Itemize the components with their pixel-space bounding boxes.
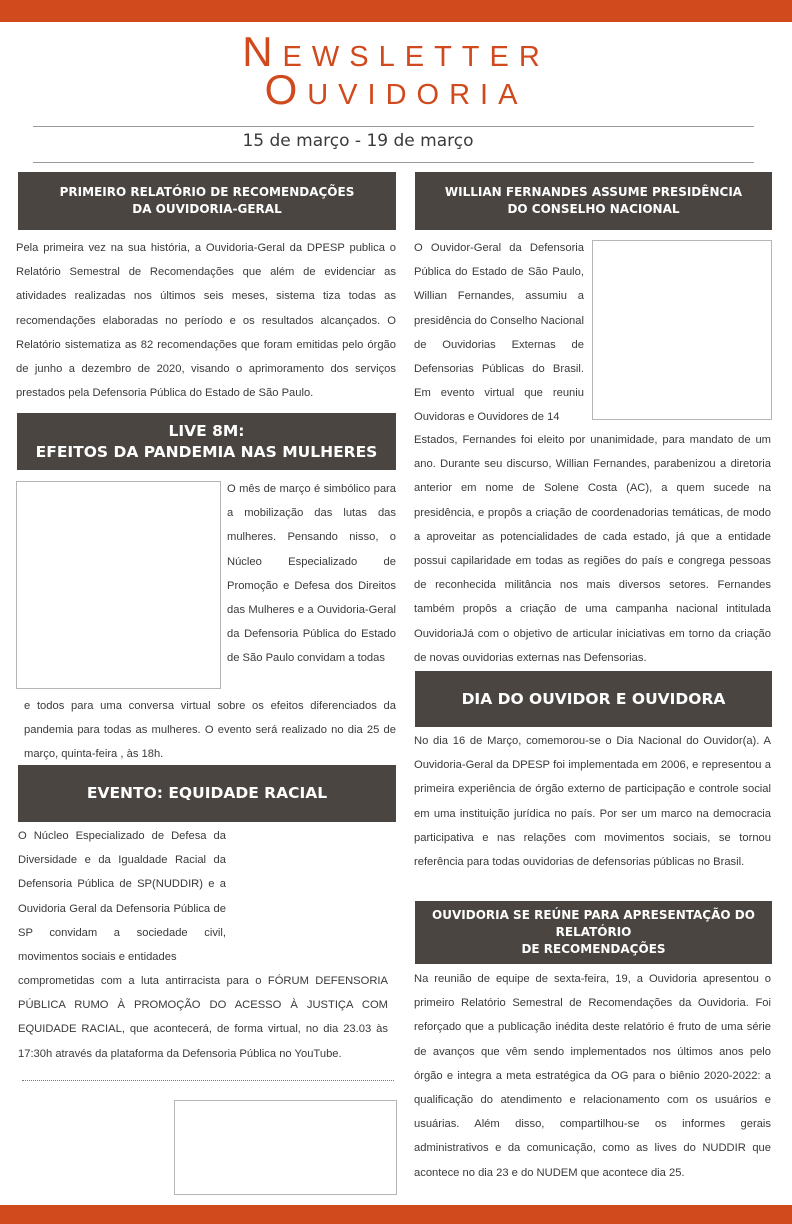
masthead [0, 28, 792, 113]
section-heading-live-8m [17, 413, 396, 470]
bottom-accent-bar [0, 1205, 792, 1224]
divider-bottom [33, 162, 754, 163]
heading-text: PRIMEIRO RELATÓRIO DE RECOMENDAÇÕES DA OUVIDORIA-GERAL [59, 185, 355, 216]
issue-dates: 15 de março - 19 de março [242, 131, 474, 151]
article-dia-do-ouvidor-body: No dia 16 de Março, comemorou-se o Dia Nacional do Ouvidor(a). A Ouvidoria-Geral da DPESP foi implementada em 2006, e representou a primeira experiência de órgão externo de participação e controle social em uma instituição jurídica no país. Por ser um marco na democracia participativa e nas relações com movimentos sociais, se tornou referência para todas ouvidorias de defensorias públicas no Brasil. [414, 735, 771, 869]
section-heading-equidade-racial [18, 765, 396, 822]
divider-top [33, 126, 754, 127]
article-equidade-body-side: O Núcleo Especializado de Defesa da Diversidade e da Igualdade Racial da Defensoria Pública de SP(NUDDIR) e a Ouvidoria Geral da Defensoria Pública de SP convidam a sociedade civil, movimentos sociais e entidades [18, 830, 226, 964]
article-willian-body: Estados, Fernandes foi eleito por unanimidade, para mandato de um ano. Durante seu discurso, Willian Fernandes, parabenizou a diretoria anterior em nome de Solene Costa (AC), a quem sucede na presidência, e propôs a criação de coordenadorias temáticas, de modo a aproveitar as potencialidades de cada estado, já que a entidade possui capilaridade em todas as regiões do país e congrega pessoas de reconhecida militância nos mais diversos setores. Fernandes também propôs a criação de uma campanha nacional intitulada OuvidoriaJá com o objetivo de articular iniciativas em torno da criação de novas ouvidorias externas nas Defensorias. [414, 434, 771, 664]
article-live-8m-body-side: O mês de março é simbólico para a mobilização das lutas das mulheres. Pensando nisso, o Núcleo Especializado de Promoção e Defesa dos Direitos das Mulheres e a Ouvidoria-Geral da Defensoria Pública do Estado de São Paulo convidam a todas [227, 483, 396, 665]
article-live-8m-body: e todos para uma conversa virtual sobre os efeitos diferenciados da pandemia para todas as mulheres. O evento será realizado no dia 25 de março, quinta-feira , às 18h. [24, 700, 396, 761]
heading-text: WILLIAN FERNANDES ASSUME PRESIDÊNCIA DO CONSELHO NACIONAL [444, 185, 743, 216]
section-heading-dia-do-ouvidor [415, 671, 772, 727]
section-heading-relatorio [18, 172, 396, 230]
article-relatorio-body: Pela primeira vez na sua história, a Ouvidoria-Geral da DPESP publica o Relatório Semestral de Recomendações que além de evidenciar as atividades realizadas nos últimos seis meses, sistema tiza todas as recomendações elaboradas no período e os resultados alcançados. O Relatório sistematiza as 82 recomendações que foram emitidas pelo órgão de junho a dezembro de 2020, visando o aprimoramento dos serviços prestados pela Defensoria Pública do Estado de São Paulo. [16, 242, 396, 400]
dotted-divider [22, 1080, 394, 1081]
top-accent-bar [0, 0, 792, 22]
article-willian-body-side: O Ouvidor-Geral da Defensoria Pública do Estado de São Paulo, Willian Fernandes, assumiu a presidência do Conselho Nacional de Ouvidorias Externas de Defensorias Públicas do Brasil. Em evento virtual que reuniu Ouvidoras e Ouvidores de 14 [414, 242, 584, 424]
article-equidade-body: comprometidas com a luta antirracista para o FÓRUM DEFENSORIA PÚBLICA RUMO À PROMOÇÃO DO ACESSO À JUSTIÇA COM EQUIDADE RACIAL, que acontecerá, de forma virtual, no dia 23.03 às 17:30h através da plataforma da Defensoria Pública no YouTube. [18, 975, 388, 1060]
masthead-title-line1: Newsletter [242, 28, 550, 75]
image-placeholder [592, 240, 772, 420]
heading-text: OUVIDORIA SE REÚNE PARA APRESENTAÇÃO DO RELATÓRIO DE RECOMENDAÇÕES [432, 908, 755, 956]
heading-text: EVENTO: EQUIDADE RACIAL [86, 784, 328, 802]
masthead-title-line2: Ouvidoria [264, 66, 528, 113]
heading-text: DIA DO OUVIDOR E OUVIDORA [461, 689, 726, 708]
heading-text: LIVE 8M: EFEITOS DA PANDEMIA NAS MULHERES [35, 421, 378, 461]
section-heading-willian-fernandes [415, 172, 772, 230]
image-placeholder [174, 1100, 397, 1195]
image-placeholder [16, 481, 221, 689]
section-heading-reuniao-relatorio [415, 901, 772, 964]
article-reuniao-body: Na reunião de equipe de sexta-feira, 19, a Ouvidoria apresentou o primeiro Relatório Semestral de Recomendações da Ouvidoria. Foi reforçado que a publicação inédita deste relatório é fruto de uma série de avanços que vêm sendo implementados nos últimos anos pelo órgão e integra a meta estratégica da OG para o biênio 2020-2022: a qualificação do atendimento e relacionamento com os usuários e usuárias. Além disso, compartilhou-se os informes gerais administrativos e da comunicação, como as lives do NUDDIR que acontece no dia 23 e do NUDEM que acontece dia 25. [414, 973, 771, 1179]
